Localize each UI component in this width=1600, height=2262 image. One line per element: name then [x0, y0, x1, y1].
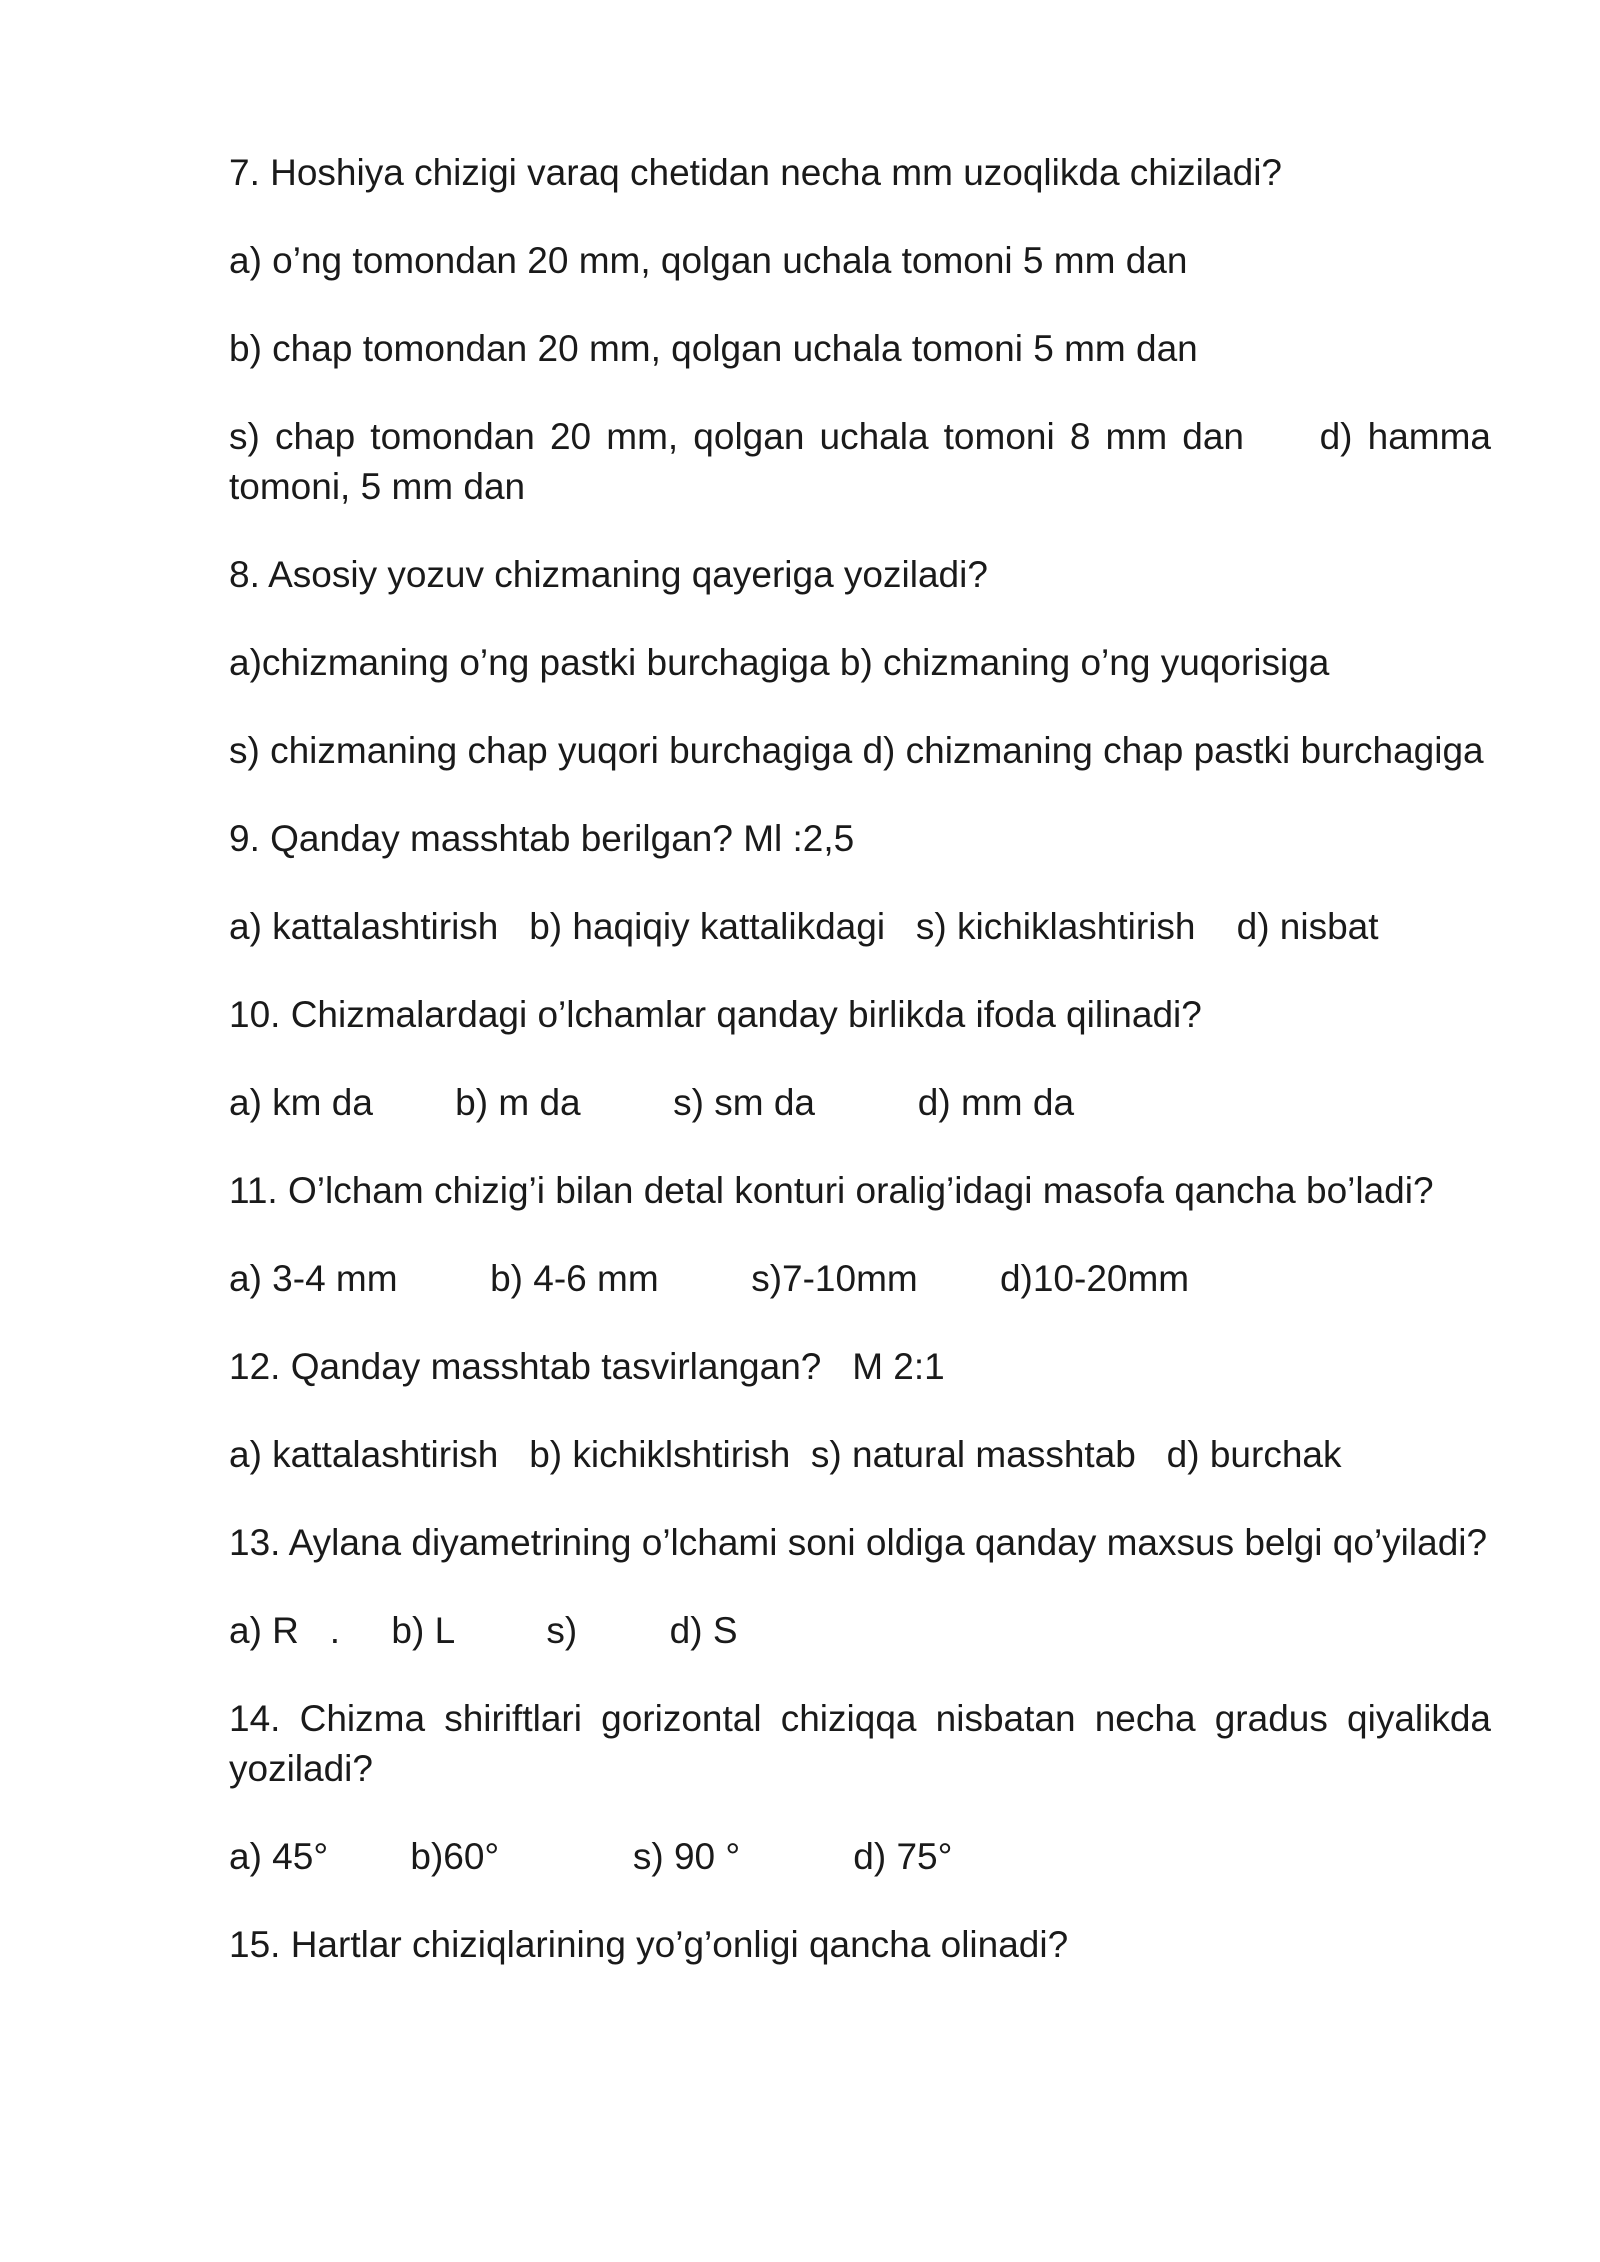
question-11-options: a) 3-4 mm b) 4-6 mm s)7-10mm d)10-20mm — [229, 1258, 1190, 1299]
question-8-options-s-d: s) chizmaning chap yuqori burchagiga d) chizmaning chap pastki burchagiga — [229, 730, 1484, 771]
question-8-text: 8. Asosiy yozuv chizmaning qayeriga yoziladi? — [229, 554, 988, 595]
question-list — [229, 148, 1502, 2008]
question-9-options: a) kattalashtirish b) haqiqiy kattalikdagi s) kichiklashtirish d) nisbat — [229, 906, 1379, 947]
question-10-text: 10. Chizmalardagi o’lchamlar qanday birlikda ifoda qilinadi? — [229, 994, 1202, 1035]
question-7-option-a: a) o’ng tomondan 20 mm, qolgan uchala tomoni 5 mm dan — [229, 240, 1188, 281]
question-7-text: 7. Hoshiya chizigi varaq chetidan necha mm uzoqlikda chiziladi? — [229, 152, 1283, 193]
question-10-options: a) km da b) m da s) sm da d) mm da — [229, 1082, 1075, 1123]
question-14-text: 14. Chizma shiriftlari gorizontal chiziqqa nisbatan necha gradus qiyalikda yoziladi? — [229, 1698, 1491, 1789]
question-12-text: 12. Qanday masshtab tasvirlangan? M 2:1 — [229, 1346, 945, 1387]
question-13-text: 13. Aylana diyametrining o’lchami soni oldiga qanday maxsus belgi qo’yiladi? — [229, 1522, 1488, 1563]
question-7-option-b: b) chap tomondan 20 mm, qolgan uchala tomoni 5 mm dan — [229, 328, 1198, 369]
question-7-options-s-d: s) chap tomondan 20 mm, qolgan uchala tomoni 8 mm dan d) hamma tomoni, 5 mm dan — [229, 416, 1502, 507]
question-11-text: 11. O’lcham chizig’i bilan detal konturi oralig’idagi masofa qancha bo’ladi? — [229, 1170, 1434, 1211]
question-12-options: a) kattalashtirish b) kichiklshtirish s) natural masshtab d) burchak — [229, 1434, 1342, 1475]
question-8-options-a-b: a)chizmaning o’ng pastki burchagiga b) chizmaning o’ng yuqorisiga — [229, 642, 1330, 683]
question-13-options: a) R . b) L s) d) S — [229, 1610, 738, 1651]
question-15-text: 15. Hartlar chiziqlarining yo’g’onligi qancha olinadi? — [229, 1924, 1069, 1965]
question-14-options: a) 45° b)60° s) 90 ° d) 75° — [229, 1836, 953, 1877]
question-9-text: 9. Qanday masshtab berilgan? Ml :2,5 — [229, 818, 855, 859]
